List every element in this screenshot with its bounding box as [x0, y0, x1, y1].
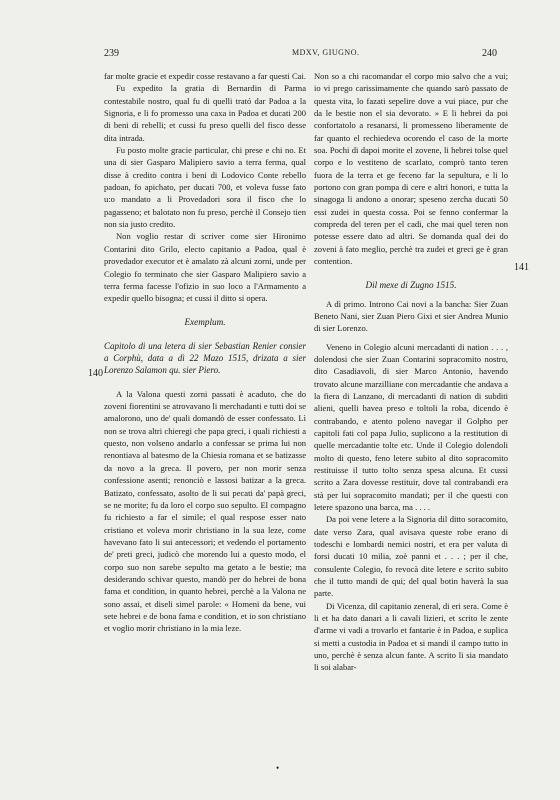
page-number-left: 239: [104, 48, 119, 59]
footer-mark: •: [276, 763, 280, 773]
paragraph: Non voglio restar di scriver come sier Hironimo Contarini dito Grilo, electo capitanio a Padoa, qual è provedador executor et è amalato zà alcuni zorni, unde per Colegio fo terminato che sier Gasparo Malipiero savio a terra ferma facesse l'ofizio in suo loco a l'Armamento a expedir quello bisogna; et cussi il ditto si opera.: [104, 231, 306, 304]
paragraph: Non so a chi racomandar el corpo mio salvo che a vui; io vi prego carissimamente che quando sarò passato de questa vita, lo fazati sepelire dove a vui piace, pur che da le bestie non el sia devorato. » E li hebrei da poi confortatolo a resanarsi, li promesseno liberamente de far quanto el rechiedeva ocorendo el caso de la morte soa. Pochi di dapoi morite el zovene, li hebrei tolse quel corpo e lo vestiteno de scarlato, comprò tanto teren fuora de la terra et ge feceno far la sepultura, e li lo portono con gran pompa di cere e altri honori, e tutta la sinagoga li andono a onorar; speseno zercha ducati 50 essi zudei in questa cossa. Poi se fenno confermar la compreda del teren per el cadi, che mai quel teren non potesse essere dato ad altri. Se domanda qual dei do zoveni à fato meglio, perchè tra zudei et greci ge è gran contention.: [314, 71, 508, 267]
paragraph: Veneno in Colegio alcuni mercadanti di nation . . . , dolendosi che sier Zuan Contarini sopracomito nostro, dito Casadiavoli, di sier Marco Antonio, havendo trovato alcune marzilliane con mercadantie che andava a la fiera di Lanzano, di mercadanti di nation di subditi alieni, quelli havea preso e toltoli la roba, dicendo è contrabando, e atento poleno navegar il Golpho per capitoli fati col papa Julio, suplicono a la restitution di quelle mercadantie tolte etc. Unde il Colegio dolendoli molto di questo, feno letere subito al dito sopracomito restituisse il tutto tolto senza spesa alcuna. Et cussì scrito a Zara dovesse restituir, dove tal contrabandi era stà per lui sopracomito mandati; per il che questi con letere spazono una barca, ma . . . .: [314, 341, 508, 512]
letter-heading: Capitolo di una letera di sier Sebastian Renier consier a Corphù, data a dì 22 Mazo 1515, drizata a sier Lorenzo Salamon qu. sier Piero.: [104, 340, 306, 376]
margin-number-left: 140: [88, 368, 103, 379]
paragraph: Da poi vene letere a la Signoria dil ditto soracomito, date verso Zara, qual avisava queste robe erano di todeschi e lombardi nemici nostri, et era per valuta di forsi ducati 10 milia, zoè panni et . . . ; per il che, consulente Colegio, fo revocà dite letere e scrito subito che il tutto mandi de qui; del qual botin haverà la sua parte.: [314, 514, 508, 599]
paragraph: Di Vicenza, dil capitanio zeneral, di eri sera. Come è li et ha dato danari a li cavali lizieri, et scrito le zente d'arme vi vadi a trovarlo et fantarie è in Padoa, e suplica si metti a custodia in Padoa et si mandi il campo tutto in uno, perchè è senza alcun fante. A scrito li sia mandato li soi alabar-: [314, 600, 508, 673]
page-number-right: 240: [482, 48, 497, 59]
month-heading: Dil mexe di Zugno 1515.: [365, 279, 457, 290]
paragraph: A dì primo. Introno Cai novi a la bancha: Sier Zuan Beneto Nani, sier Zuan Piero Gixi et sier Andrea Munio di sier Lorenzo.: [314, 298, 508, 334]
running-header: [0, 48, 560, 64]
margin-number-right: 141: [514, 262, 529, 273]
paragraph: far molte gracie et expedir cosse restavano a far questi Cai.: [104, 71, 306, 81]
left-column: [104, 70, 306, 635]
right-column: [314, 70, 508, 674]
paragraph: Fu posto molte gracie particular, chi prese e chi no. Et una di sier Gasparo Malipiero savio a terra ferma, qual disse à credito contra i beni di Lodovico Conte rebello padoan, fo apichato, per ducati 700, et voleva fusse fato u:o mandato a li Provedadori sora il fisco che lo pagasseno; et balotato non fu preso, perchè il Consejo tien non sia justo credito.: [104, 145, 306, 230]
paragraph: Fu expedito la gratia di Bernardin di Parma contestabile nostro, qual fu di quelli trató dar Padoa a la Signoria, e li fo promesso una caxa in Padoa et ducati 200 di beni di rebelli; et cussi fu preso quelli del fisco desse dita intrada.: [104, 83, 306, 143]
running-head-title: MDXV, GIUGNO.: [292, 48, 360, 57]
section-title-exemplum: Exemplum.: [184, 316, 226, 327]
paragraph: A la Valona questi zorni passati è acaduto, che do zoveni fiorentini se atrovavano li merchadanti e tutti doi se amalorono, uno de' quali domandò de esser confessato. Lì non se trova altri chieregi che papa greci, i quali richiesti a questo, non volseno andarlo a confessar se prima lui non renontiava al batesmo de la Chiesia romana et se batizasse da novo a la greca. Il povero, per non morir senza confessione asenti; renonciò e lassosi batizar a la greca. Batizato, confessato, asolto de li sui pecati da' papà greci, se ne morite; fu da loro el corpo suo sepulto. El compagno fu richiesto a far el simile; el qual respose esser nato cristiano et voleva morir christiano in la sua leze, come havevano fato li sui antecessori; et vedendo el portamento de' preti greci, judicò che morendo lui a questo modo, el corpo suo non sarebe sepulto ma getato a le bestie; ma desiderando schivar questo, mandò per do hebrei de bona fama et condition, in quanto hebrei, perchè a la Valona ne sono assai, et diseli simel parole: « Homeni da bene, vui sete hebrei e de bona fama e condition, et io son christiano et voglio morir christiano in la mia leze.: [104, 388, 306, 634]
